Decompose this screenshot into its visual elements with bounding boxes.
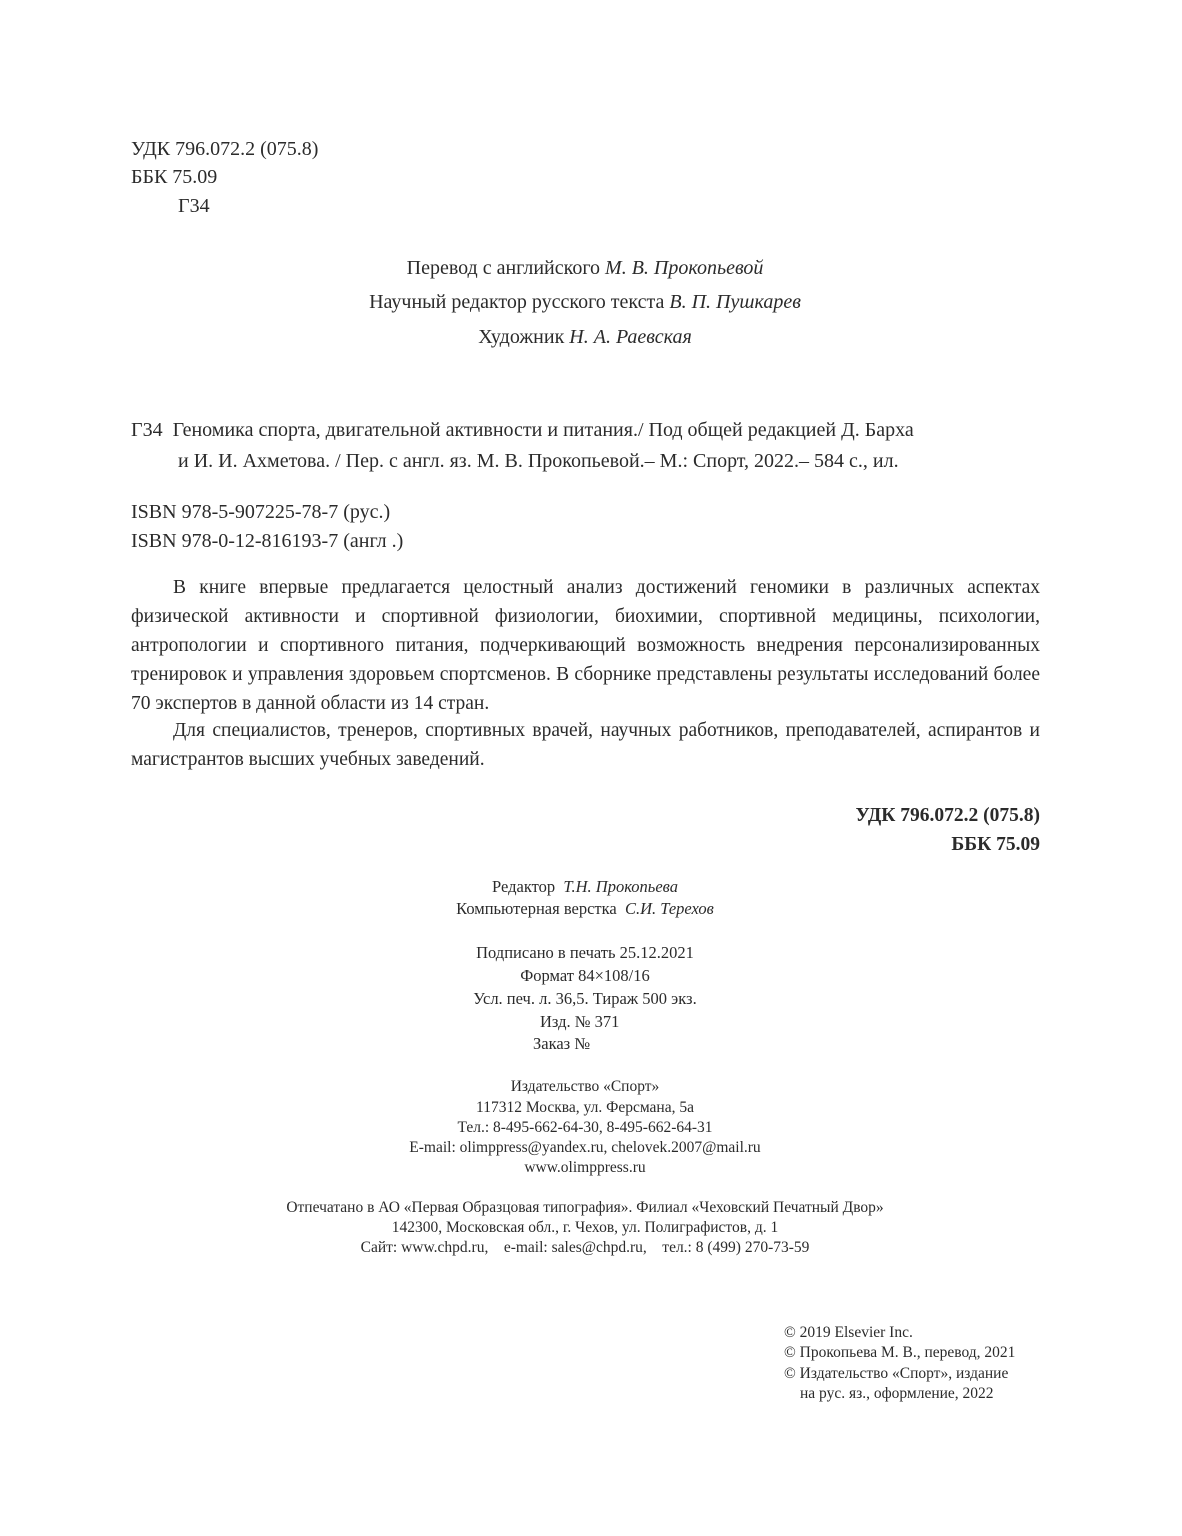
abstract-paragraph-2: Для специалистов, тренеров, спортивных врачей, научных работников, преподавателей, аспирантов и магистрантов высших учебных заведений. (131, 720, 1040, 770)
author-mark: Г34 (178, 195, 210, 217)
editor-credit (0, 877, 1170, 897)
copyright-elsevier: © 2019 Elsevier Inc. (784, 1324, 913, 1341)
bib-title: Геномика спорта, двигательной активности и питания./ Под общей редакцией Д. Барха (172, 419, 914, 441)
bibliographic-line-2: и И. И. Ахметова. / Пер. с англ. яз. М. В. Прокопьевой.– М.: Спорт, 2022.– 584 с., ил. (178, 450, 899, 472)
printer-address: 142300, Московская обл., г. Чехов, ул. Полиграфистов, д. 1 (391, 1219, 779, 1236)
scientific-editor-credit (0, 291, 1170, 314)
sci-editor-name: В. П. Пушкарев (669, 291, 801, 313)
sci-editor-label: Научный редактор русского текста (369, 291, 665, 313)
edition-number: Изд. № 371 (540, 1012, 620, 1031)
printer-email: e-mail: sales@chpd.ru, (503, 1239, 647, 1256)
translation-credit (0, 257, 1170, 280)
copyright-publisher-cont: на рус. яз., оформление, 2022 (800, 1385, 994, 1402)
layout-credit (0, 899, 1170, 919)
printer-name: Отпечатано в АО «Первая Образцовая типография». Филиал «Чеховский Печатный Двор» (286, 1199, 884, 1216)
udk-code: УДК 796.072.2 (075.8) (131, 138, 319, 160)
signed-to-print: Подписано в печать 25.12.2021 (476, 943, 694, 962)
order-number: Заказ № (533, 1034, 591, 1053)
bib-author-mark: Г34 (131, 419, 163, 441)
abstract-paragraph-1: В книге впервые предлагается целостный анализ достижений геномики в различных аспектах физической активности и спортивной физиологии, биохимии, спортивной медицины, психологии, антропологии и спортивного питания, подчеркивающий возможность внедрения персонализированных тренировок и управления здоровьем спортсменов. В сборнике представлены результаты исследований более 70 экспертов в данной области из 14 стран. (131, 577, 1040, 714)
copyright-publisher: © Издательство «Спорт», издание (784, 1365, 1009, 1382)
translator-name: М. В. Прокопьевой (605, 257, 764, 279)
bbk-code: ББК 75.09 (131, 166, 218, 188)
printer-site: Сайт: www.chpd.ru, (360, 1239, 489, 1256)
publisher-address: 117312 Москва, ул. Ферсмана, 5а (476, 1099, 694, 1116)
printer-contacts (0, 1239, 1170, 1257)
publisher-email: E-mail: olimppress@yandex.ru, chelovek.2007@mail.ru (409, 1139, 761, 1156)
print-format: Формат 84×108/16 (520, 966, 650, 985)
udk-code-bold: УДК 796.072.2 (075.8) (855, 805, 1040, 826)
isbn-russian: ISBN 978-5-907225-78-7 (рус.) (131, 501, 391, 523)
isbn-english: ISBN 978-0-12-816193-7 (англ .) (131, 530, 404, 552)
publisher-name: Издательство «Спорт» (510, 1078, 660, 1095)
bibliographic-line-1 (131, 419, 914, 442)
artist-credit (0, 326, 1170, 349)
artist-label: Художник (478, 326, 565, 348)
print-sheets-run: Усл. печ. л. 36,5. Тираж 500 экз. (473, 989, 697, 1008)
editor-name: Т.Н. Прокопьева (563, 877, 678, 896)
copyright-translation: © Прокопьева М. В., перевод, 2021 (784, 1344, 1016, 1361)
editor-label: Редактор (492, 877, 556, 896)
publisher-website: www.olimppress.ru (524, 1159, 646, 1176)
layout-name: С.И. Терехов (624, 899, 714, 918)
artist-name: Н. А. Раевская (569, 326, 692, 348)
bbk-code-bold: ББК 75.09 (951, 834, 1040, 855)
translation-label: Перевод с английского (406, 257, 601, 279)
publisher-phone: Тел.: 8-495-662-64-30, 8-495-662-64-31 (457, 1119, 713, 1136)
layout-label: Компьютерная верстка (456, 899, 617, 918)
printer-phone: тел.: 8 (499) 270-73-59 (662, 1239, 810, 1256)
